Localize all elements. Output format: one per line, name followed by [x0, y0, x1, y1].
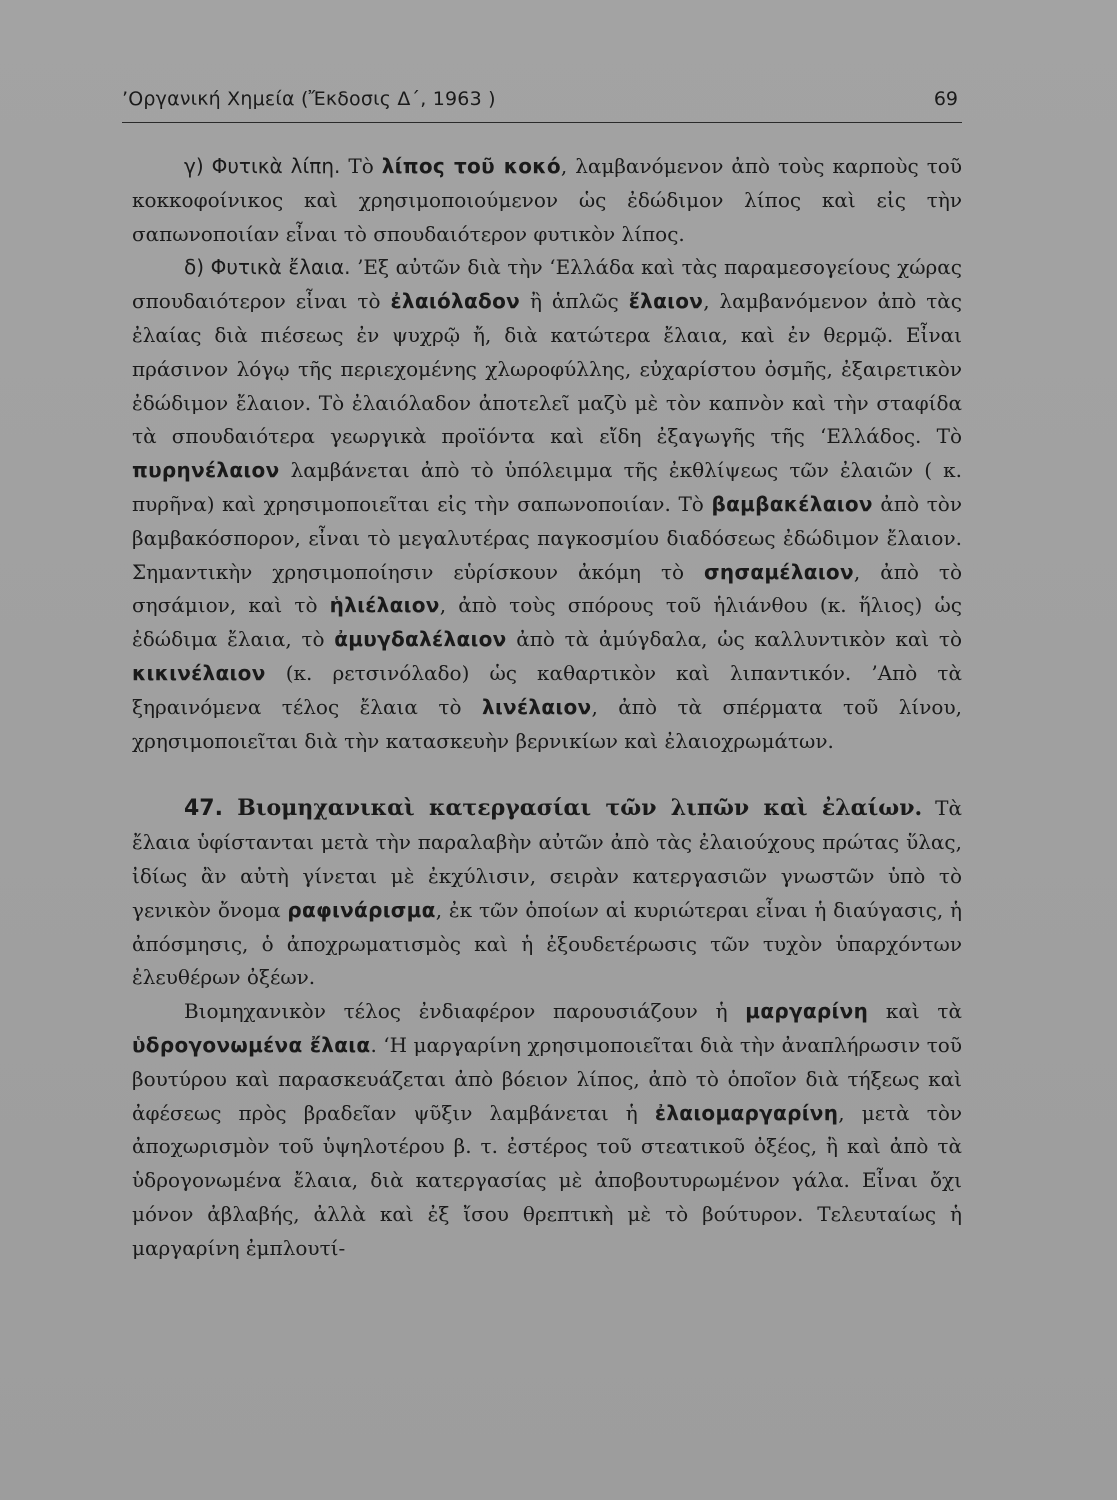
subsection-heading-plant-oils: δ) Φυτικὰ ἔλαια. — [184, 255, 351, 280]
term-sunflower-oil: ἡλιέλαιον — [329, 593, 440, 618]
term-cottonseed-oil: βαμβακέλαιον — [711, 491, 873, 516]
term-coconut-fat: λίπος τοῦ κοκό — [381, 154, 561, 178]
term-linseed-oil: λινέλαιον — [481, 694, 592, 719]
paragraph-plant-oils: δ) Φυτικὰ ἔλαια. ’Εξ αὐτῶν διὰ τὴν ‘Ελλάδα καὶ τὰς παραμεσογείους χώρας σπουδαιότερον εἶναι τὸ ἐλαιόλαδον ἢ ἁπλῶς ἔλαιον, λαμβανόμενον ἀπὸ τὰς ἐλαίας διὰ πιέσεως ἐν ψυχρῷ ἤ, διὰ κατώτερα ἔλαια, καὶ ἐν θερμῷ. Εἶναι πράσινον λόγῳ τῆς περιεχομένης χλωροφύλλης, εὐχαρίστου ὀσμῆς, ἐξαιρετικὸν ἐδώδιμον ἔλαιον. Τὸ ἐλαιόλαδον ἀποτελεῖ μαζὺ μὲ τὸν καπνὸν καὶ τὴν σταφίδα τὰ σπουδαιότερα γεωργικὰ προϊόντα καὶ εἴδη ἐξαγωγῆς τῆς ‘Ελλάδος. Τὸ πυρηνέλαιον λαμβάνεται ἀπὸ τὸ ὑπόλειμμα τῆς ἐκθλίψεως τῶν ἐλαιῶν ( κ. πυρῆνα) καὶ χρησιμοποιεῖται εἰς τὴν σαπωνοποιίαν. Τὸ βαμβακέλαιον ἀπὸ τὸν βαμβακόσπορον, εἶναι τὸ μεγαλυτέρας παγκοσμίου διαδόσεως ἐδώδιμον ἔλαιον. Σημαντικὴν χρησιμοποίησιν εὑρίσκουν ἀκόμη τὸ σησαμέλαιον, ἀπὸ τὸ σησάμιον, καὶ τὸ ἡλιέλαιον, ἀπὸ τοὺς σπόρους τοῦ ἡλιάνθου (κ. ἥλιος) ὡς ἐδώδιμα ἔλαια, τὸ ἀμυγδαλέλαιον ἀπὸ τὰ ἀμύγδαλα, ὡς καλλυντικὸν καὶ τὸ κικινέλαιον (κ. ρετσινόλαδο) ὡς καθαρτικὸν καὶ λιπαντικόν. ’Απὸ τὰ ξηραινόμενα τέλος ἔλαια τὸ λινέλαιον, ἀπὸ τὰ σπέρματα τοῦ λίνου, χρησιμοποιεῖται διὰ τὴν κατασκευὴν βερνικίων καὶ ἐλαιοχρωμάτων. — [132, 255, 963, 753]
paragraph-margarine: Βιομηχανικὸν τέλος ἐνδιαφέρον παρουσιάζουν ἡ μαργαρίνη καὶ τὰ ὑδρογονωμένα ἔλαια. ‘Η μαργαρίνη χρησιμοποιεῖται διὰ τὴν ἀναπλήρωσιν τοῦ βουτύρου καὶ παρασκευάζεται ἀπὸ βόειον λίπος, ἀπὸ τὸ ὁποῖον διὰ τήξεως καὶ ἀφέσεως πρὸς βραδεῖαν ψῦξιν λαμβάνεται ἡ ἐλαιομαργαρίνη, μετὰ τὸν ἀποχωρισμὸν τοῦ ὑψηλοτέρου β. τ. ἐστέρος τοῦ στεατικοῦ ὀξέος, ἢ καὶ ἀπὸ τὰ ὑδρογονωμένα ἔλαια, διὰ κατεργασίας μὲ ἀποβουτυρωμένον γάλα. Εἶναι ὄχι μόνον ἀβλαβής, ἀλλὰ καὶ ἐξ ἴσου θρεπτικὴ μὲ τὸ βούτυρον. Τελευταίως ἡ μαργαρίνη ἐμπλουτί- — [132, 999, 963, 1260]
page-number: 69 — [933, 88, 958, 110]
term-sesame-oil: σησαμέλαιον — [704, 559, 854, 584]
section-title: Βιομηχανικαὶ κατεργασίαι τῶν λιπῶν καὶ ἐλαίων. — [222, 795, 923, 822]
body-text — [132, 150, 962, 1266]
header-title: ’Οργανική Χημεία (Ἔκδοσις Δ΄, 1963 ) — [122, 88, 496, 110]
section-47-paragraph: 47. Βιομηχανικαὶ κατεργασίαι τῶν λιπῶν καὶ ἐλαίων. Τὰ ἔλαια ὑφίστανται μετὰ τὴν παραλαβὴν αὐτῶν ἀπὸ τὰς ἐλαιούχους πρώτας ὕλας, ἰδίως ἂν αὐτὴ γίνεται μὲ ἐκχύλισιν, σειρὰν κατεργασιῶν γνωστῶν ὑπὸ τὸ γενικὸν ὄνομα ραφινάρισμα, ἐκ τῶν ὁποίων αἱ κυριώτεραι εἶναι ἡ διαύγασις, ἡ ἀπόσμησις, ὁ ἀποχρωματισμὸς καὶ ἡ ἐξουδετέρωσις τῶν τυχὸν ὑπαρχόντων ἐλευθέρων ὀξέων. — [132, 795, 962, 990]
running-header — [122, 88, 962, 123]
term-margarine: μαργαρίνη — [745, 999, 869, 1024]
section-number: 47. — [184, 796, 223, 822]
term-pomace-oil: πυρηνέλαιον — [132, 458, 280, 483]
subsection-heading-plant-fats: γ) Φυτικὰ λίπη. — [184, 154, 341, 178]
paragraph-plant-fats: γ) Φυτικὰ λίπη. Τὸ λίπος τοῦ κοκό, λαμβανόμενον ἀπὸ τοὺς καρποὺς τοῦ κοκκοφοίνικος καὶ χρησιμοποιούμενον ὡς ἐδώδιμον λίπος καὶ εἰς τὴν σαπωνοποιίαν εἶναι τὸ σπουδαιότερον φυτικὸν λίπος. — [132, 154, 962, 246]
term-castor-oil: κικινέλαιον — [132, 660, 266, 685]
term-oil: ἔλαιον — [628, 289, 704, 314]
term-olive-oil: ἐλαιόλαδον — [390, 289, 521, 314]
term-oleomargarine: ἐλαιομαργαρίνη — [654, 1100, 839, 1125]
term-hydrogenated-oils: ὑδρογονωμένα ἔλαια — [132, 1032, 371, 1057]
term-refining: ραφινάρισμα — [287, 897, 436, 922]
term-almond-oil: ἀμυγδαλέλαιον — [334, 627, 507, 652]
